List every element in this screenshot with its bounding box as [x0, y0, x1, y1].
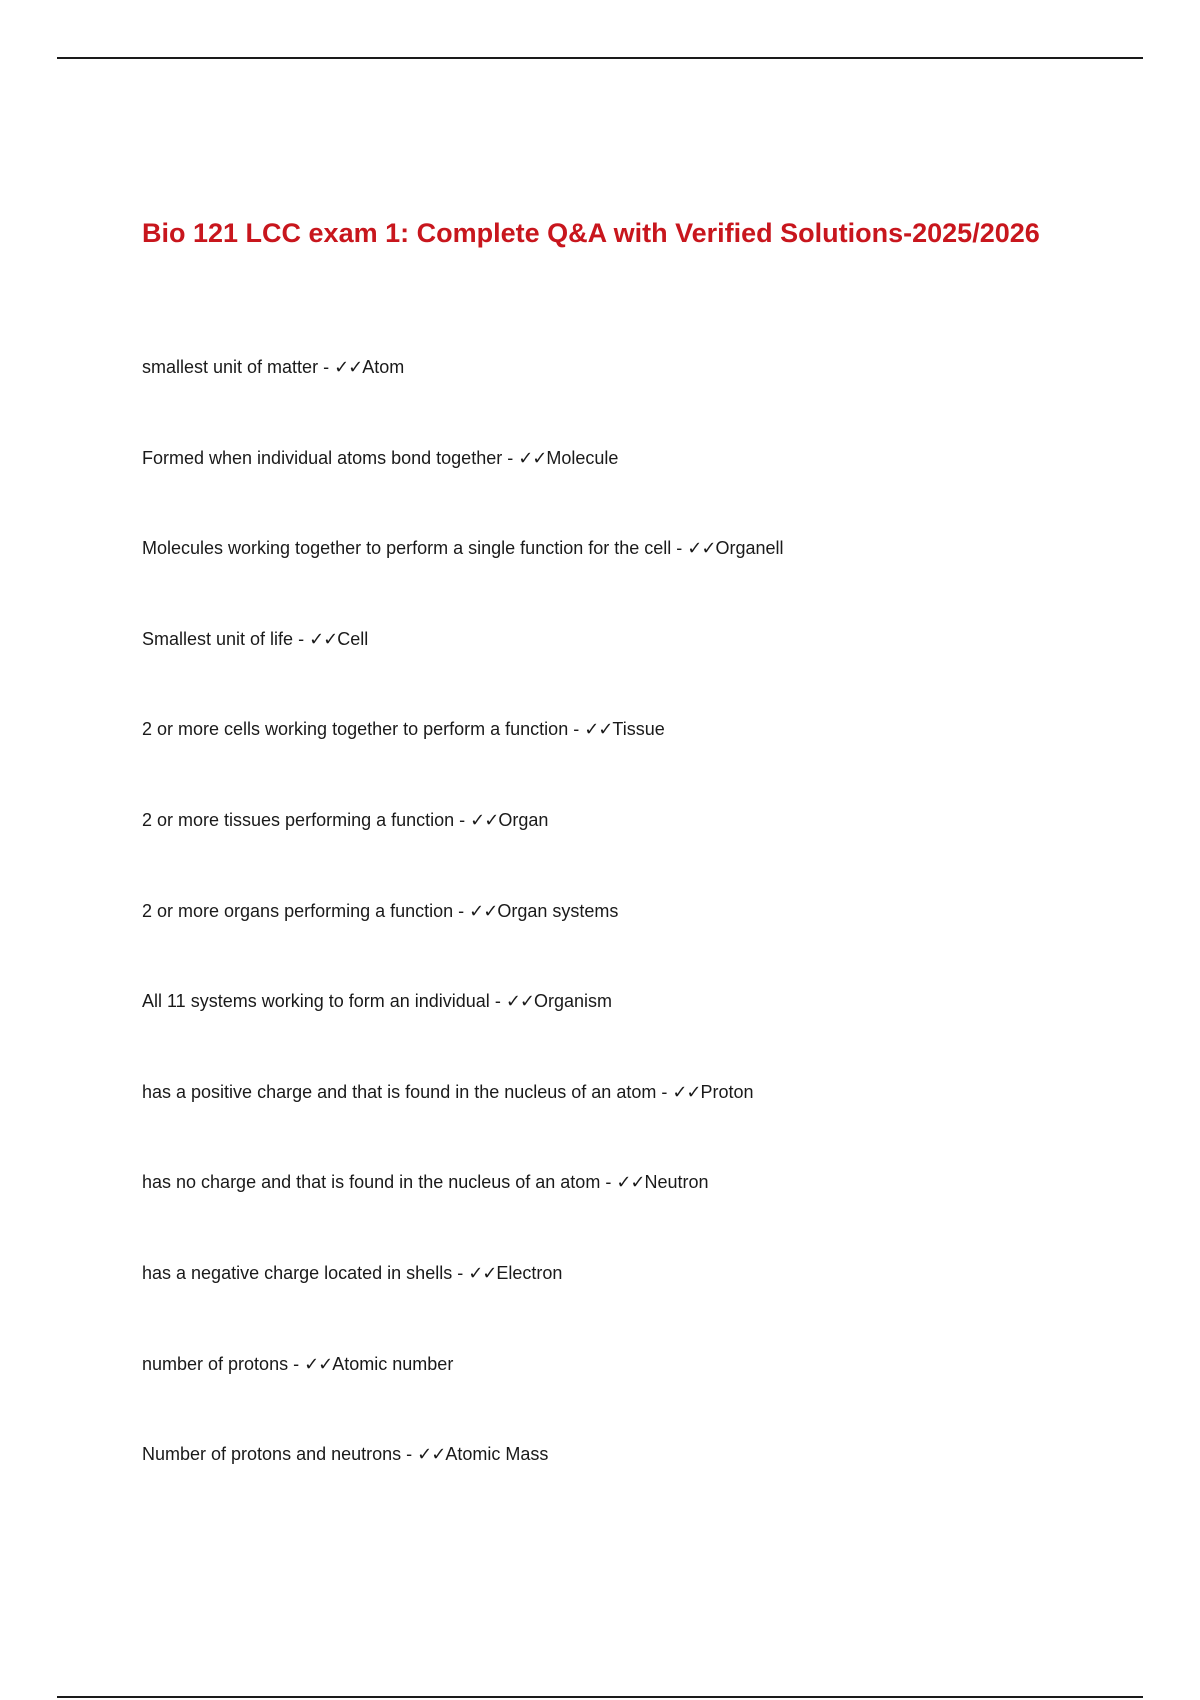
separator: - — [454, 809, 471, 830]
separator: - — [489, 991, 506, 1012]
answer-text: Organ — [498, 809, 549, 830]
answer-text: Neutron — [644, 1172, 709, 1193]
separator: - — [293, 628, 310, 649]
double-check-icon: ✓✓ — [505, 991, 534, 1013]
question-text: has a positive charge and that is found in the nucleus of an atom — [142, 1081, 657, 1102]
answer-text: Organ systems — [497, 900, 619, 921]
double-check-icon: ✓✓ — [334, 357, 363, 378]
double-check-icon: ✓✓ — [687, 538, 716, 560]
qa-item — [142, 446, 784, 537]
header-rule — [57, 57, 1143, 59]
question-text: 2 or more tissues performing a function — [142, 809, 455, 830]
separator: - — [656, 1081, 673, 1102]
double-check-icon: ✓✓ — [584, 719, 613, 741]
footer-rule — [57, 1696, 1143, 1698]
double-check-icon: ✓✓ — [468, 1262, 497, 1284]
double-check-icon: ✓✓ — [469, 900, 498, 922]
answer-text: Cell — [337, 628, 369, 649]
separator: - — [453, 900, 470, 921]
qa-item — [142, 536, 784, 627]
qa-item — [142, 355, 784, 446]
answer-text: Electron — [496, 1262, 563, 1283]
separator: - — [600, 1172, 617, 1193]
question-text: Number of protons and neutrons — [142, 1444, 402, 1465]
double-check-icon: ✓✓ — [616, 1172, 645, 1194]
document-title: Bio 121 LCC exam 1: Complete Q&A with Verified Solutions-2025/2026 — [142, 218, 1040, 248]
qa-item — [142, 627, 784, 718]
double-check-icon: ✓✓ — [304, 1353, 333, 1375]
qa-item — [142, 899, 784, 990]
question-text: smallest unit of matter — [142, 357, 319, 377]
separator: - — [568, 719, 585, 740]
question-text: 2 or more organs performing a function — [142, 900, 454, 921]
question-text: number of protons — [142, 1353, 289, 1374]
question-text: has no charge and that is found in the nucleus of an atom — [142, 1172, 601, 1193]
separator: - — [671, 538, 688, 559]
double-check-icon: ✓✓ — [417, 1444, 446, 1466]
answer-text: Atom — [362, 357, 405, 377]
question-text: All 11 systems working to form an individual — [142, 991, 490, 1012]
qa-item — [142, 717, 784, 808]
question-text: Molecules working together to perform a single function for the cell — [142, 538, 672, 559]
question-text: has a negative charge located in shells — [142, 1262, 453, 1283]
double-check-icon: ✓✓ — [470, 809, 499, 831]
separator: - — [288, 1353, 305, 1374]
answer-text: Atomic number — [332, 1353, 454, 1374]
question-text: 2 or more cells working together to perform a function — [142, 719, 569, 740]
separator: - — [401, 1444, 418, 1465]
question-text: Smallest unit of life — [142, 628, 294, 649]
separator: - — [452, 1262, 469, 1283]
answer-text: Organism — [533, 991, 613, 1012]
question-text: Formed when individual atoms bond together — [142, 447, 503, 468]
separator: - — [318, 357, 335, 377]
answer-text: Organell — [715, 538, 784, 559]
double-check-icon: ✓✓ — [518, 447, 547, 469]
answer-text: Molecule — [546, 447, 619, 468]
answer-text: Tissue — [612, 719, 665, 740]
qa-item — [142, 1261, 784, 1352]
separator: - — [502, 447, 519, 468]
double-check-icon: ✓✓ — [672, 1081, 701, 1103]
qa-item — [142, 989, 784, 1080]
qa-item — [142, 1170, 784, 1261]
qa-item — [142, 808, 784, 899]
qa-item — [142, 1080, 784, 1171]
qa-item — [142, 1352, 784, 1443]
qa-list — [142, 355, 784, 1533]
qa-item — [142, 1442, 784, 1533]
double-check-icon: ✓✓ — [309, 628, 338, 650]
answer-text: Atomic Mass — [445, 1444, 549, 1465]
answer-text: Proton — [700, 1081, 754, 1102]
